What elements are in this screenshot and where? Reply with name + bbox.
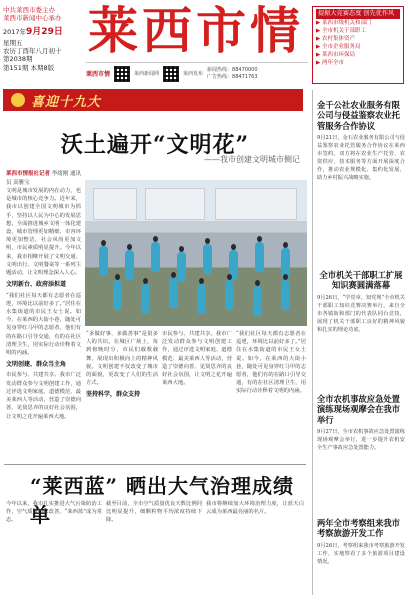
total-issue: 第151期 本期8版 xyxy=(3,63,55,72)
sidebar-body: 9月21日，金石农业服务有限公司与侵益鉴察农业托管服务合作协议在莱西市签约。双方将在农业生产托管、农资供应、技术服务等方面开展深度合作，推动农业规模化、集约化发展，助力乡村振兴战略实施。 xyxy=(317,135,405,182)
banner xyxy=(3,89,303,111)
byline xyxy=(6,170,81,187)
index-line[interactable]: ▶ 两年全市 xyxy=(316,59,344,66)
bottom-story-column xyxy=(206,500,304,596)
strip-item[interactable]: 莱西新闻网 xyxy=(134,71,160,77)
dancer-figure xyxy=(255,242,264,272)
paragraph: “多做好事、多做善事”是很多人的共识。在城区广场上，每到傍晚时分，市民们载歌载舞，展现出积极向上的精神风貌。文明创建不仅改变了城市的面貌，更改变了人们的生活方式。 xyxy=(86,331,158,387)
date-month-day: 9月29日 xyxy=(26,26,63,37)
dancer-figure xyxy=(197,284,206,314)
dancer-figure xyxy=(169,278,178,308)
main-story-column-3 xyxy=(162,330,232,462)
issue-date xyxy=(3,27,85,39)
bottom-headline[interactable]: “莱西蓝” 晒出大气治理成绩单 xyxy=(30,474,294,527)
strip-item: 莱西发布 xyxy=(183,71,204,77)
strip-item: 莱西市情 xyxy=(86,71,111,78)
publisher-line: 中共莱西市委主办 xyxy=(3,6,55,14)
dance-photo xyxy=(85,180,307,326)
building-shape xyxy=(93,188,137,220)
paragraph: 市民参与、共建共享。我市广泛发动群众参与文明创建工作，通过评选文明家庭、道德模范、最美莱西人等活动，营造了崇德向善、见贤思齐的良好社会氛围，让文明之花开遍莱西大地。 xyxy=(6,372,81,420)
index-line[interactable]: ▶ 莱西市级机关和部门 xyxy=(316,19,372,26)
divider xyxy=(4,464,306,465)
dancer-figure xyxy=(113,280,122,310)
masthead xyxy=(0,0,408,88)
party-emblem-icon xyxy=(11,93,25,107)
main-headline[interactable]: 沃土遍开“文明花” xyxy=(60,132,250,158)
sidebar-body: 9月26日，“学党章、知党规”全市机关干部职工知识竞赛决赛举行。来自全市各镇街和部门的代表队同台竞技，展现了机关干部职工良好的精神风貌和扎实的理论功底。 xyxy=(317,294,405,334)
dancer-figure xyxy=(125,250,134,280)
hotline-block xyxy=(207,67,257,80)
qr-code-icon xyxy=(163,66,179,82)
main-subheadline: ——我市创建文明城市侧记 xyxy=(204,155,300,164)
main-story-column-4 xyxy=(236,330,306,462)
paragraph: 今年以来，我市扎实推进大气污染防治工作，空气质量持续改善，“莱西蓝”成为常态。 xyxy=(6,501,102,524)
dancer-figure xyxy=(253,286,262,316)
byline-reporter: 李绪刚 通讯员 高雅宝 xyxy=(6,171,81,186)
masthead-strip xyxy=(86,62,308,84)
dancer-figure xyxy=(225,280,234,310)
issue-number: 第2038期 xyxy=(3,55,33,64)
dancer-figure xyxy=(151,242,160,272)
dancer-figure xyxy=(203,244,212,274)
paragraph: 截至目前，全市空气质量优良天数比例同比明显提升，细颗粒物平均浓度持续下降。 xyxy=(106,501,202,524)
weekday: 星期五 xyxy=(3,38,23,47)
dancer-figure xyxy=(141,284,150,314)
main-story-column-2 xyxy=(86,330,158,462)
index-line[interactable]: ▶ 全市机关干部职工 xyxy=(316,27,366,34)
building-shape xyxy=(215,188,297,220)
qr-code-icon xyxy=(114,66,130,82)
bottom-story-column xyxy=(106,500,202,596)
paragraph: 市民参与、共建共享。我市广泛发动群众参与文明创建工作，通过评选文明家庭、道德模范、最美莱西人等活动，营造了崇德向善、见贤思齐的良好社会氛围，让文明之花开遍莱西大地。 xyxy=(162,331,232,387)
publisher-line: 莱西市新闻中心承办 xyxy=(3,14,62,23)
section-subhead: 文明新台、政府添担道 xyxy=(6,281,67,289)
news-hotline: 新闻热线：88470000 xyxy=(207,67,258,73)
paragraph: “我们社区每天都有志愿者在巡逻，环境比以前好多了。”居住在水集街道的市民王女士说。如今，在莱西的大街小巷，随处可见身穿红马甲的志愿者，他们有的在路口引导交通，有的在社区清理卫生，用实际行动诠释着文明的内涵。 xyxy=(236,331,306,395)
index-box xyxy=(312,6,404,84)
bottom-story-column xyxy=(6,500,102,596)
banner-text: 喜迎十九大 xyxy=(31,94,102,110)
ad-hotline: 广告热线：88471763 xyxy=(207,73,258,80)
paragraph: “我们社区每天都有志愿者在巡逻，环境比以前好多了。”居住在水集街道的市民王女士说。如今，在莱西的大街小巷，随处可见身穿红马甲的志愿者，他们有的在路口引导交通，有的在社区清理卫生，用实际行动诠释着文明的内涵。 xyxy=(6,292,81,356)
sidebar xyxy=(312,90,405,595)
index-header: 提振大竞赛态度 创先优作风 xyxy=(316,9,400,19)
paragraph: 我市将继续加大环境治理力度，让蓝天白云成为莱西最亮丽的名片。 xyxy=(206,501,304,516)
section-subhead: 坚持科学，群众支持 xyxy=(86,391,141,399)
lunar-date: 农历丁酉年八月初十 xyxy=(3,47,62,55)
main-story-column-left xyxy=(6,170,81,468)
date-year: 2017年 xyxy=(3,27,27,36)
paragraph: 文明是城市发展的内在动力，也是城市的核心竞争力。近年来，我市以创建全国文明城市为抓手，坚持以人民为中心的发展思想，全面推进城乡文明一体化建设，城市管理更加精细，市容环境更加整洁，社会风尚更加文明，市民素质明显提升。今年以来，我市相继开展了文明交通、文明出行、文明餐桌等一系列主题活动，让文明理念深入人心。 xyxy=(6,188,81,277)
newspaper-title: 莱西市情 xyxy=(88,1,304,60)
sidebar-headline[interactable]: 全市机关干部职工扩展知识赛圆满落幕 xyxy=(319,270,403,291)
dancer-figure xyxy=(177,252,186,282)
sidebar-body: 9月27日，全市农机事故应急处置演练现场观摩会举行，进一步提升农机安全生产事故应急处置能力。 xyxy=(317,428,405,451)
section-subhead: 文明创建、群众当主角 xyxy=(6,361,67,369)
sidebar-body: 9月26日，考察组来我市考察旅游开发工作，实地察看了多个旅游项目建设情况。 xyxy=(317,542,405,565)
sidebar-headline[interactable]: 金千公社农业服务有限公司与侵益鉴察农业托管服务合作协议 xyxy=(317,100,400,131)
sidebar-headline[interactable]: 全市农机事故应急处置演练现场观摩会在我市举行 xyxy=(317,393,400,425)
byline-prefix: 莱西市情报社记者 xyxy=(6,171,51,177)
sidebar-headline[interactable]: 两年全市考察组来我市考察旅游开发工作 xyxy=(317,517,400,539)
index-line[interactable]: ▶ 全市企业服务局 xyxy=(316,43,361,50)
dancer-figure xyxy=(99,246,108,276)
index-line[interactable]: ▶ 农村集体资产 xyxy=(316,35,355,42)
building-shape xyxy=(145,188,205,220)
masthead-info xyxy=(3,6,85,72)
index-line[interactable]: ▶ 莱西市环保局 xyxy=(316,51,355,58)
dancer-figure xyxy=(281,280,290,310)
